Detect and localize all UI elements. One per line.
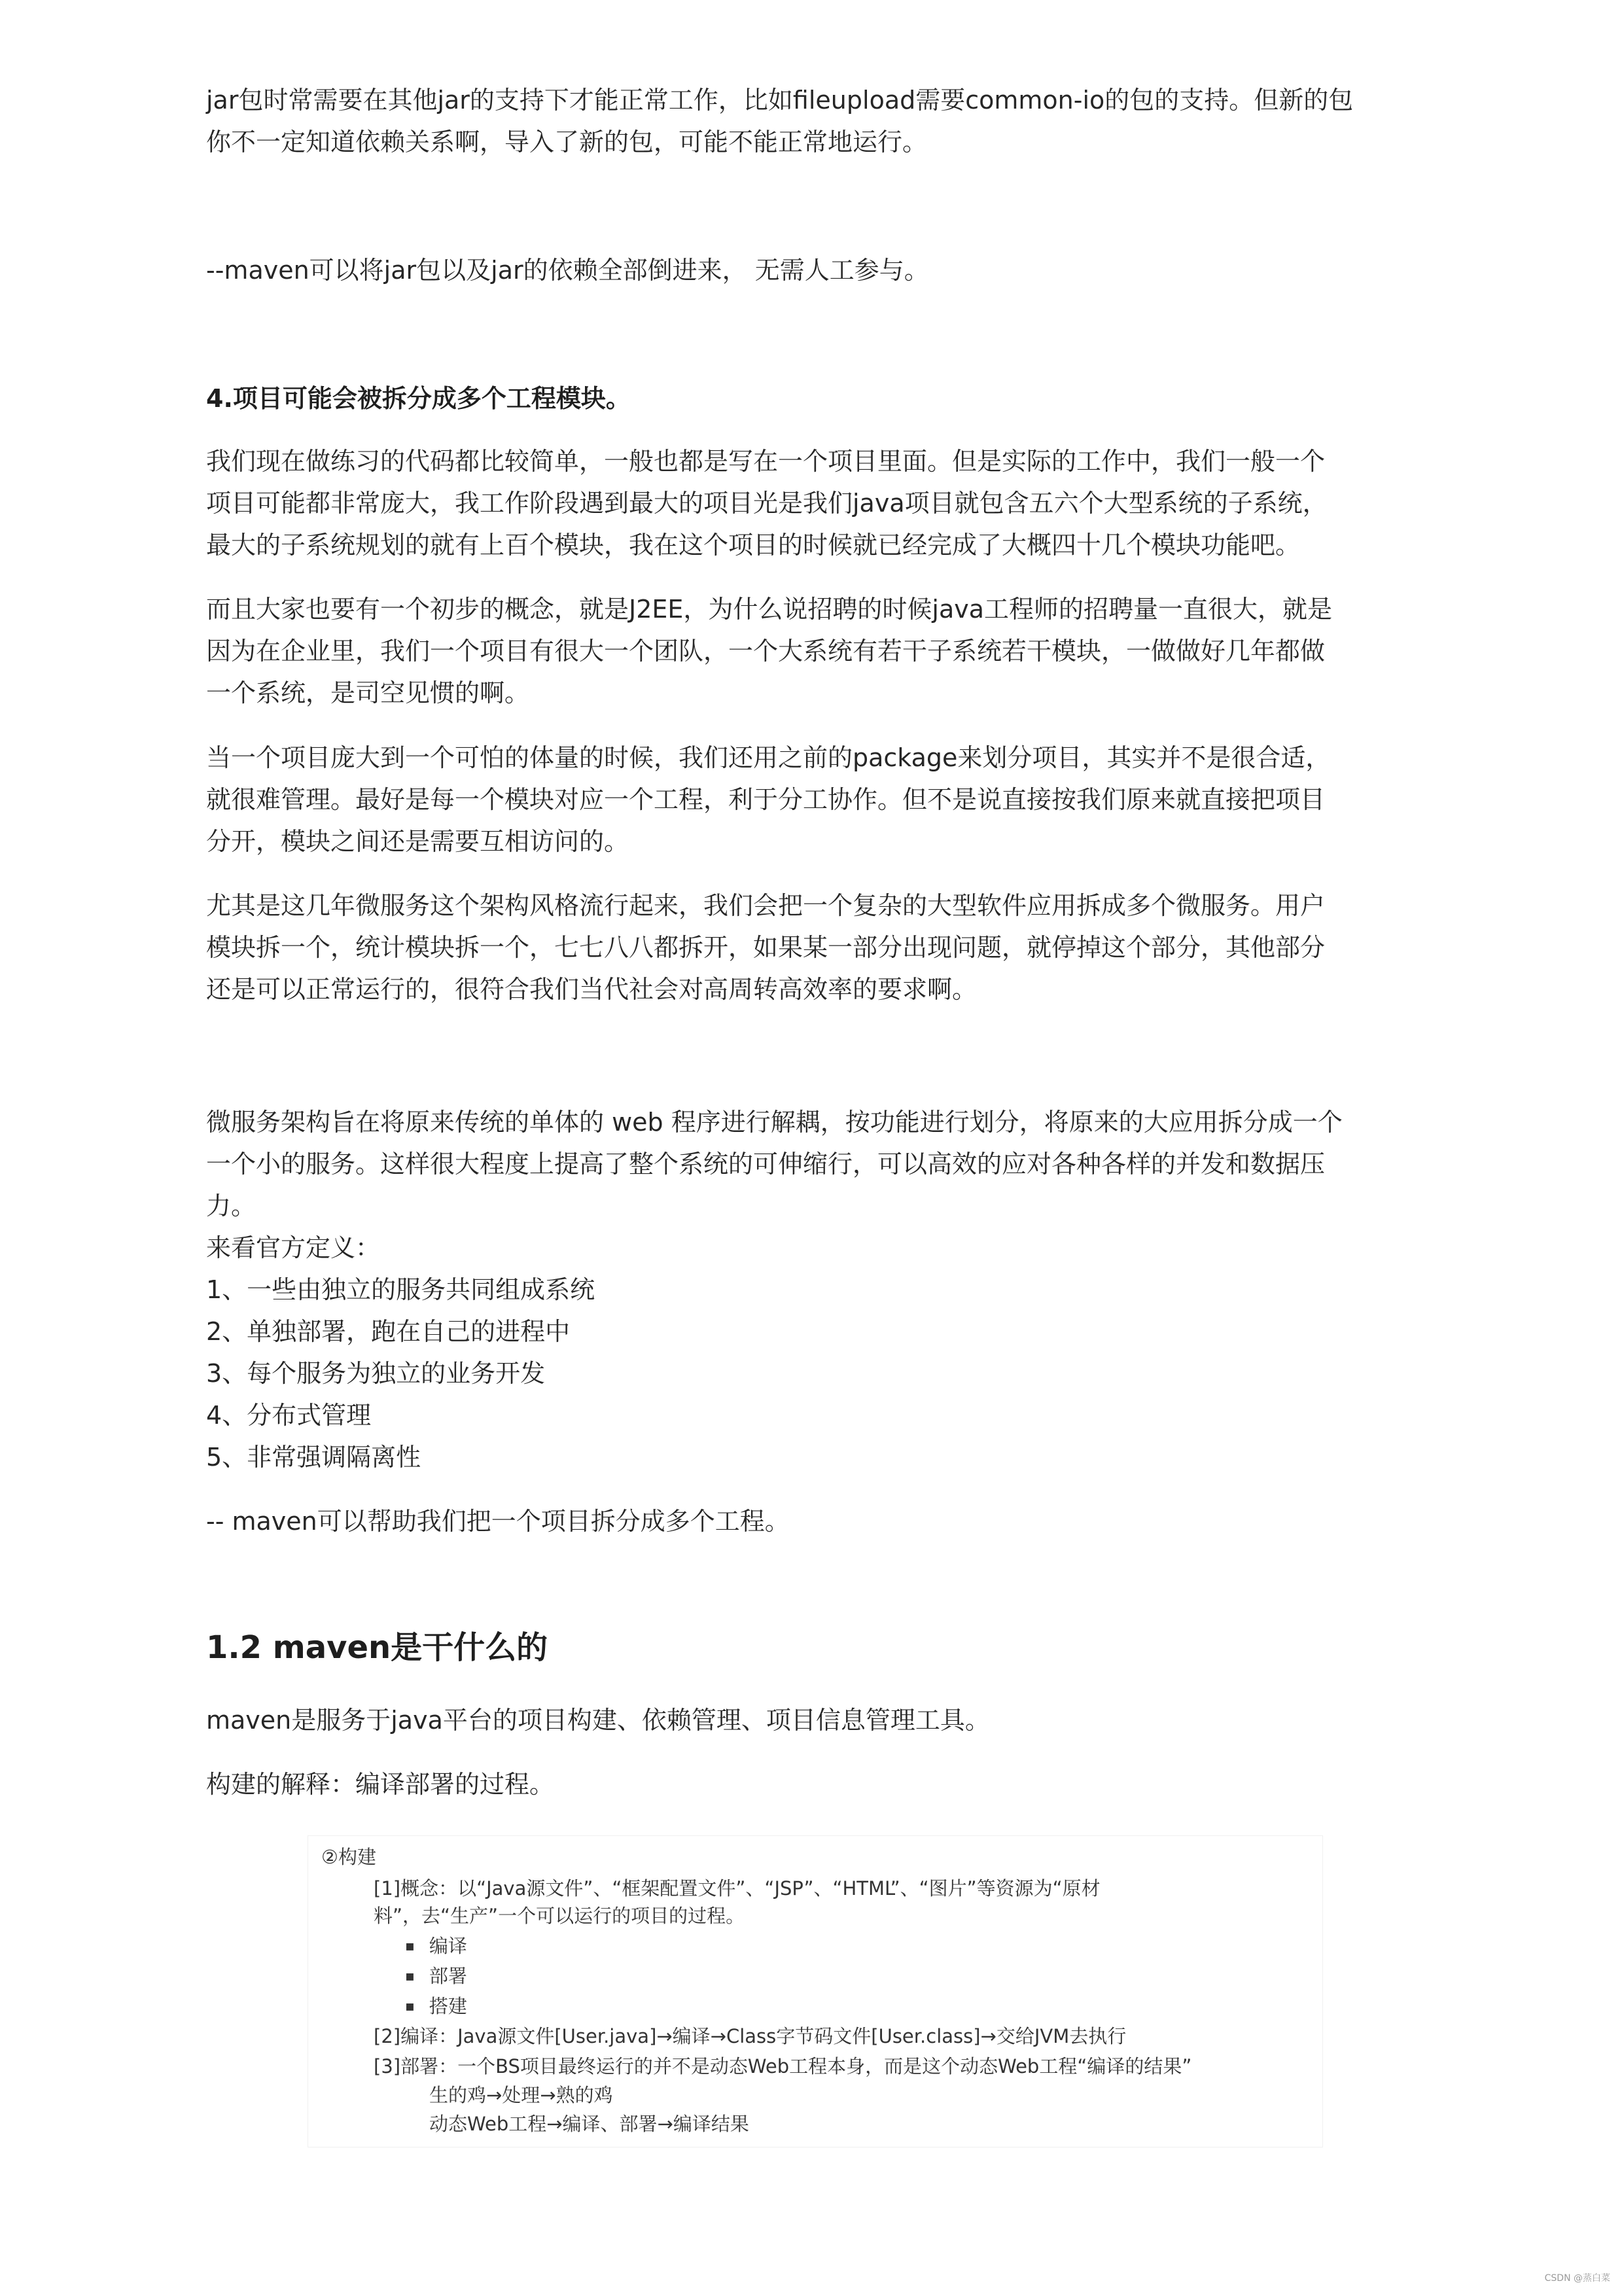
section-heading: 4.项目可能会被拆分成多个工程模块。 — [206, 384, 631, 413]
paragraph-line: 项目可能都非常庞大，我工作阶段遇到最大的项目光是我们java项目就包含五六个大型系统的子系统， — [206, 489, 1328, 518]
paragraph-line: jar包时常需要在其他jar的支持下才能正常工作，比如fileupload需要common-io的包的支持。但新的包 — [206, 86, 1354, 115]
paragraph-line: 一个系统，是司空见惯的啊。 — [206, 679, 530, 707]
watermark: CSDN @蒸白菜 — [1544, 2273, 1610, 2284]
paragraph-line: 尤其是这几年微服务这个架构风格流行起来，我们会把一个复杂的大型软件应用拆成多个微服务。用户 — [206, 891, 1326, 920]
figure-text: 动态Web工程→编译、部署→编译结果 — [429, 2113, 749, 2135]
figure-bullet: ▪ 编译 — [405, 1933, 467, 1960]
paragraph-line: 力。 — [206, 1192, 256, 1220]
paragraph-line: 最大的子系统规划的就有上百个模块，我在这个项目的时候就已经完成了大概四十几个模块功能吧。 — [206, 531, 1301, 559]
figure-title: ②构建 — [321, 1846, 376, 1868]
figure-bullet: ▪ 部署 — [405, 1963, 467, 1990]
paragraph-line: --maven可以将jar包以及jar的依赖全部倒进来， 无需人工参与。 — [206, 256, 929, 285]
paragraph-line: -- maven可以帮助我们把一个项目拆分成多个工程。 — [206, 1507, 790, 1536]
figure-text: 料”，去“生产”一个可以运行的项目的过程。 — [374, 1905, 745, 1927]
list-item: 3、每个服务为独立的业务开发 — [206, 1359, 546, 1388]
paragraph-line: 因为在企业里，我们一个项目有很大一个团队，一个大系统有若干子系统若干模块，一做做好几年都做 — [206, 637, 1326, 665]
figure-bullet: ▪ 搭建 — [405, 1993, 467, 2020]
list-item: 5、非常强调隔离性 — [206, 1443, 421, 1472]
paragraph-line: 我们现在做练习的代码都比较简单，一般也都是写在一个项目里面。但是实际的工作中，我们一般一个 — [206, 447, 1326, 476]
figure-text: [1]概念：以“Java源文件”、“框架配置文件”、“JSP”、“HTML”、“图片”等资源为“原材 — [374, 1877, 1101, 1899]
paragraph-line: 还是可以正常运行的，很符合我们当代社会对高周转高效率的要求啊。 — [206, 975, 978, 1004]
paragraph-line: 你不一定知道依赖关系啊，导入了新的包，可能不能正常地运行。 — [206, 128, 928, 156]
figure-text: [2]编译：Java源文件[User.java]→编译→Class字节码文件[User.class]→交给JVM去执行 — [374, 2025, 1127, 2047]
paragraph-line: maven是服务于java平台的项目构建、依赖管理、项目信息管理工具。 — [206, 1706, 990, 1735]
paragraph-line: 一个小的服务。这样很大程度上提高了整个系统的可伸缩行，可以高效的应对各种各样的并发和数据压 — [206, 1150, 1326, 1178]
paragraph-line: 构建的解释：编译部署的过程。 — [206, 1770, 555, 1799]
list-item: 1、一些由独立的服务共同组成系统 — [206, 1275, 595, 1304]
paragraph-line: 微服务架构旨在将原来传统的单体的 web 程序进行解耦，按功能进行划分，将原来的大应用拆分成一个 — [206, 1108, 1343, 1137]
paragraph-line: 就很难管理。最好是每一个模块对应一个工程，利于分工协作。但不是说直接按我们原来就直接把项目 — [206, 785, 1326, 814]
paragraph-line: 而且大家也要有一个初步的概念，就是J2EE，为什么说招聘的时候java工程师的招聘量一直很大，就是 — [206, 595, 1333, 624]
figure-text: [3]部署：一个BS项目最终运行的并不是动态Web工程本身，而是这个动态Web工程“编译的结果” — [374, 2055, 1192, 2077]
paragraph-line: 模块拆一个，统计模块拆一个，七七八八都拆开，如果某一部分出现问题，就停掉这个部分，其他部分 — [206, 933, 1326, 962]
list-item: 2、单独部署，跑在自己的进程中 — [206, 1317, 571, 1346]
paragraph-line: 分开，模块之间还是需要互相访问的。 — [206, 827, 629, 856]
paragraph-line: 当一个项目庞大到一个可怕的体量的时候，我们还用之前的package来划分项目，其实并不是很合适， — [206, 743, 1331, 772]
list-item: 4、分布式管理 — [206, 1401, 372, 1430]
paragraph-line: 来看官方定义： — [206, 1233, 381, 1262]
section-title: 1.2 maven是干什么的 — [206, 1629, 548, 1666]
figure-text: 生的鸡→处理→熟的鸡 — [429, 2084, 613, 2106]
build-definition-figure — [308, 1835, 1323, 2147]
